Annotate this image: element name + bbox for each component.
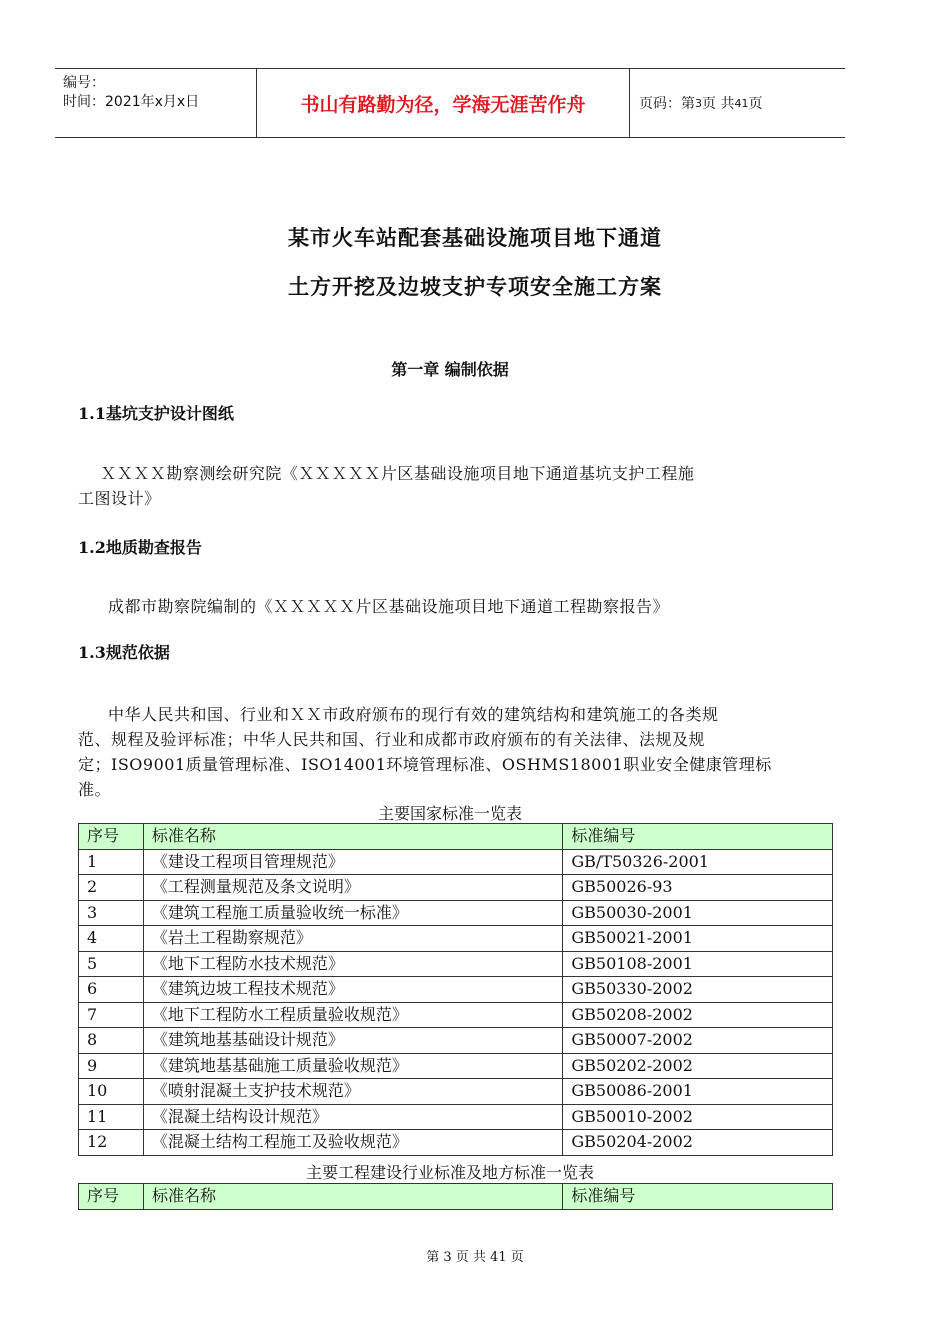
document-title-line2: 土方开挖及边坡支护专项安全施工方案 (288, 274, 662, 299)
table-cell: GB50108-2001 (563, 951, 833, 977)
number-label: 编号： (63, 75, 105, 91)
table-cell: GB50330-2002 (563, 977, 833, 1003)
section-1-3-line2: 范、规程及验评标准；中华人民共和国、行业和成都市政府颁布的有关法律、法规及规 (78, 730, 706, 749)
table-cell: GB50021-2001 (563, 926, 833, 952)
table-cell: GB50010-2002 (563, 1104, 833, 1130)
table-cell: 7 (79, 1002, 144, 1028)
table-row (79, 849, 833, 875)
table-row (79, 1079, 833, 1105)
table2-caption: 主要工程建设行业标准及地方标准一览表 (305, 1163, 594, 1182)
table-cell: 《岩土工程勘察规范》 (143, 926, 562, 952)
table-cell: GB50202-2002 (563, 1053, 833, 1079)
table-cell: 10 (79, 1079, 144, 1105)
table-cell: 5 (79, 951, 144, 977)
table-cell: GB/T50326-2001 (563, 849, 833, 875)
section-1-2-text: 成都市勘察院编制的《ＸＸＸＸＸ片区基础设施项目地下通道工程勘察报告》 (108, 597, 670, 616)
header-page-info (629, 69, 845, 137)
table1-caption: 主要国家标准一览表 (377, 804, 522, 823)
table-cell: 3 (79, 900, 144, 926)
table-cell: 《建筑工程施工质量验收统一标准》 (143, 900, 562, 926)
chapter-heading: 第一章 编制依据 (391, 360, 509, 379)
section-1-1-heading: 1.1基坑支护设计图纸 (78, 404, 234, 423)
section-1-3-heading: 1.3规范依据 (78, 643, 170, 662)
section-1-1-line1: ＸＸＸＸ勘察测绘研究院《ＸＸＸＸＸ片区基础设施项目地下通道基坑支护工程施 (78, 464, 695, 483)
table-header-cell: 标准名称 (143, 1184, 562, 1210)
table-header-row (79, 1184, 833, 1210)
page-number: 3 (695, 96, 702, 110)
table-cell: 6 (79, 977, 144, 1003)
table-cell: 《建设工程项目管理规范》 (143, 849, 562, 875)
table-row (79, 951, 833, 977)
time-label: 时间：2021年x月x日 (63, 94, 200, 110)
table-cell: GB50026-93 (563, 875, 833, 901)
page-total: 41 (734, 96, 749, 110)
table-cell: 《混凝土结构工程施工及验收规范》 (143, 1130, 562, 1156)
section-1-2-heading: 1.2地质勘查报告 (78, 538, 202, 557)
table-cell: 8 (79, 1028, 144, 1054)
page-mid: 页 共 (702, 96, 735, 112)
table-cell: 《喷射混凝土支护技术规范》 (143, 1079, 562, 1105)
table-row (79, 1104, 833, 1130)
table-cell: 《工程测量规范及条文说明》 (143, 875, 562, 901)
table-row (79, 875, 833, 901)
table-cell: 《建筑边坡工程技术规范》 (143, 977, 562, 1003)
table-cell: GB50208-2002 (563, 1002, 833, 1028)
table-header-cell: 序号 (79, 824, 144, 850)
page-footer: 第 3 页 共 41 页 (426, 1250, 524, 1265)
page-suffix: 页 (748, 96, 763, 112)
table-cell: 9 (79, 1053, 144, 1079)
header-motto: 书山有路勤为径，学海无涯苦作舟 (256, 69, 630, 137)
table-cell: 《建筑地基基础设计规范》 (143, 1028, 562, 1054)
table-header-cell: 标准编号 (563, 824, 833, 850)
table-row (79, 1028, 833, 1054)
table-row (79, 900, 833, 926)
table-cell: 《地下工程防水技术规范》 (143, 951, 562, 977)
table-row (79, 926, 833, 952)
table-cell: 《地下工程防水工程质量验收规范》 (143, 1002, 562, 1028)
table-header-cell: 标准编号 (563, 1184, 833, 1210)
table-row (79, 1002, 833, 1028)
page-header (55, 68, 845, 138)
section-1-1-line2: 工图设计》 (78, 489, 161, 508)
national-standards-table (78, 823, 833, 1156)
table-row (79, 1130, 833, 1156)
page-prefix: 页码：第 (639, 96, 695, 112)
table-cell: 11 (79, 1104, 144, 1130)
table-cell: GB50030-2001 (563, 900, 833, 926)
table-cell: 《混凝土结构设计规范》 (143, 1104, 562, 1130)
section-1-3-line4: 准。 (78, 780, 112, 799)
table-cell: 《建筑地基基础施工质量验收规范》 (143, 1053, 562, 1079)
table-cell: 1 (79, 849, 144, 875)
table-row (79, 977, 833, 1003)
section-1-3-text (78, 702, 838, 802)
table-cell: 4 (79, 926, 144, 952)
section-1-3-line1: 中华人民共和国、行业和ＸＸ市政府颁布的现行有效的建筑结构和建筑施工的各类规 (108, 705, 719, 724)
table-cell: GB50086-2001 (563, 1079, 833, 1105)
table-cell: GB50204-2002 (563, 1130, 833, 1156)
header-meta (55, 69, 255, 137)
document-title-line1: 某市火车站配套基础设施项目地下通道 (288, 225, 662, 250)
section-1-3-line3: 定；ISO9001质量管理标准、ISO14001环境管理标准、OSHMS18001职业安全健康管理标 (78, 755, 772, 774)
industry-standards-table (78, 1183, 833, 1210)
table-header-row (79, 824, 833, 850)
table-header-cell: 标准名称 (143, 824, 562, 850)
table-row (79, 1053, 833, 1079)
table-header-cell: 序号 (79, 1184, 144, 1210)
section-1-1-text (78, 461, 838, 511)
table-cell: 12 (79, 1130, 144, 1156)
table-cell: 2 (79, 875, 144, 901)
table-cell: GB50007-2002 (563, 1028, 833, 1054)
